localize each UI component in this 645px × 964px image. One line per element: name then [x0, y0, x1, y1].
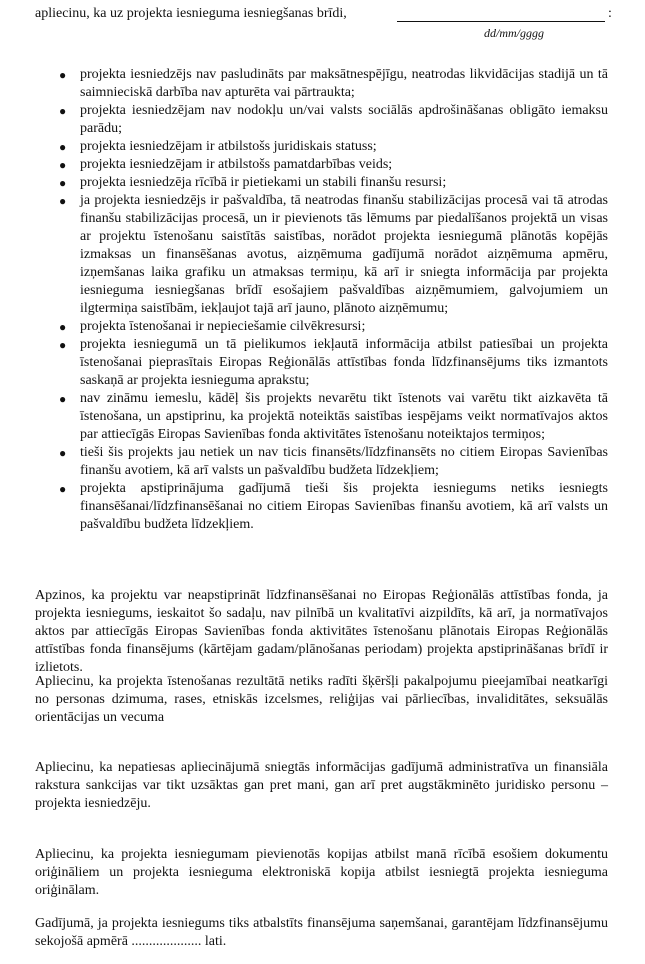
bullet-icon: ● — [59, 158, 67, 172]
list-item: ● projekta iesniedzējam ir atbilstošs juridiskais statuss; — [59, 139, 377, 154]
declaration-list — [35, 66, 608, 534]
date-input-line[interactable] — [397, 20, 605, 22]
list-item: ● nav zināmu iemeslu, kādēļ šis projekts nevarētu tikt īstenots vai varētu tikt aizkavēta tā īstenošana, un apstiprinu, ka projektā noteiktās saistības iespējams veikt normatīvajos aktos par attiecīgās Eiropas Savienības fonda aktivitātes īstenošanu noteiktajos termiņos; — [59, 391, 608, 442]
bullet-icon: ● — [59, 338, 67, 352]
list-item: ● projekta iesniedzējs nav pasludināts par maksātnespējīgu, neatrodas likvidācijas stadijā un tā saimnieciskā darbība nav apturēta vai pārtraukta; — [59, 67, 608, 100]
list-item: ● projekta iesniedzējam ir atbilstošs pamatdarbības veids; — [59, 157, 393, 172]
bullet-icon: ● — [59, 392, 67, 406]
bullet-icon: ● — [59, 104, 67, 118]
paragraph-non-discrimination: Apliecinu, ka projekta īstenošanas rezultātā netiks radīti šķēršļi pakalpojumu pieejamībai neatkarīgi no personas dzimuma, rases, etniskās izcelsmes, reliģijas vai pārliecības, invaliditātes, seksuālās orientācijas un vecuma — [35, 674, 608, 725]
paragraph-acknowledgement: Apzinos, ka projektu var neapstiprināt līdzfinansēšanai no Eiropas Reģionālās attīstības fonda, ja projekta iesniegums, ieskaitot šo sadaļu, nav pilnībā un kvalitatīvi aizpildīts, kā arī, ja normatīvajos aktos par attiecīgās Eiropas Savienības fonda aktivitātes īstenošanu plānotais Eiropas Reģionālās attīstības fonda finansējums (kārtējam gadam/plānošanas periodam) projekta apstiprināšanas brīdī ir izlietots. — [35, 588, 608, 675]
list-item: ● projekta iesniegumā un tā pielikumos iekļautā informācija atbilst patiesībai un projekta īstenošanai pieprasītais Eiropas Reģionālās attīstības fonda līdzfinansējums tiks izmantots saskaņā ar projekta iesnieguma aprakstu; — [59, 337, 608, 388]
intro-text: apliecinu, ka uz projekta iesnieguma iesniegšanas brīdi, — [35, 6, 347, 21]
list-item: ● ja projekta iesniedzējs ir pašvaldība, tā neatrodas finanšu stabilizācijas procesā vai tā atrodas finanšu stabilizācijas procesā, un ir pievienots tās lēmums par piedalīšanos projektā un visas ar projektu īstenošanu saistītās saistības, norādot projekta iesniegumā plānotās kopējās izmaksas un finansēšanas avotus, aizņēmuma gadījumā norādot aizņēmuma apmēru, izņemšanas laika grafiku un atmaksas termiņu, kā arī ir sniegta informācija par projekta iesnieguma iesniegšanas brīdī esošajiem pašvaldības aizņēmumiem, galvojumiem un ilgtermiņa saistībām, iekļaujot tajā arī jauno, plānoto aizņēmumu; — [59, 193, 608, 316]
bullet-icon: ● — [59, 482, 67, 496]
bullet-icon: ● — [59, 446, 67, 460]
bullet-icon: ● — [59, 194, 67, 208]
paragraph-cofinancing: Gadījumā, ja projekta iesniegums tiks atbalstīts finansējuma saņemšanai, garantējam līdzfinansējumu sekojošā apmērā .................... lati. — [35, 916, 608, 949]
bullet-icon: ● — [59, 140, 67, 154]
list-item: ● projekta iesniedzēja rīcībā ir pietiekami un stabili finanšu resursi; — [59, 175, 447, 190]
bullet-icon: ● — [59, 176, 67, 190]
list-item: ● projekta apstiprinājuma gadījumā tieši šis projekta iesniegums netiks iesniegts finansēšanai/līdzfinansēšanai no citiem Eiropas Savienības finanšu avotiem, kā arī valsts un pašvaldību budžeta līdzekļiem. — [59, 481, 608, 532]
paragraph-sanctions: Apliecinu, ka nepatiesas apliecinājumā sniegtās informācijas gadījumā administratīva un finansiāla rakstura sankcijas var tikt uzsāktas gan pret mani, gan arī pret augstākminēto juridisko personu – projekta iesniedzēju. — [35, 760, 608, 811]
bullet-icon: ● — [59, 320, 67, 334]
bullet-icon: ● — [59, 68, 67, 82]
list-item: ● projekta iesniedzējam nav nodokļu un/vai valsts sociālās apdrošināšanas obligāto iemaksu parādu; — [59, 103, 608, 136]
list-item: ● projekta īstenošanai ir nepieciešamie cilvēkresursi; — [59, 319, 366, 334]
paragraph-copies: Apliecinu, ka projekta iesniegumam pievienotās kopijas atbilst manā rīcībā esošiem dokumentu oriģināliem un projekta iesnieguma elektroniskā kopija atbilst iesniegtā projekta iesnieguma oriģinālam. — [35, 847, 608, 898]
date-format-hint: dd/mm/gggg — [484, 26, 544, 40]
colon: : — [608, 6, 612, 21]
list-item: ● tieši šis projekts jau netiek un nav ticis finansēts/līdzfinansēts no citiem Eiropas Savienības finanšu avotiem, kā arī valsts un pašvaldību budžeta līdzekļiem; — [59, 445, 608, 478]
